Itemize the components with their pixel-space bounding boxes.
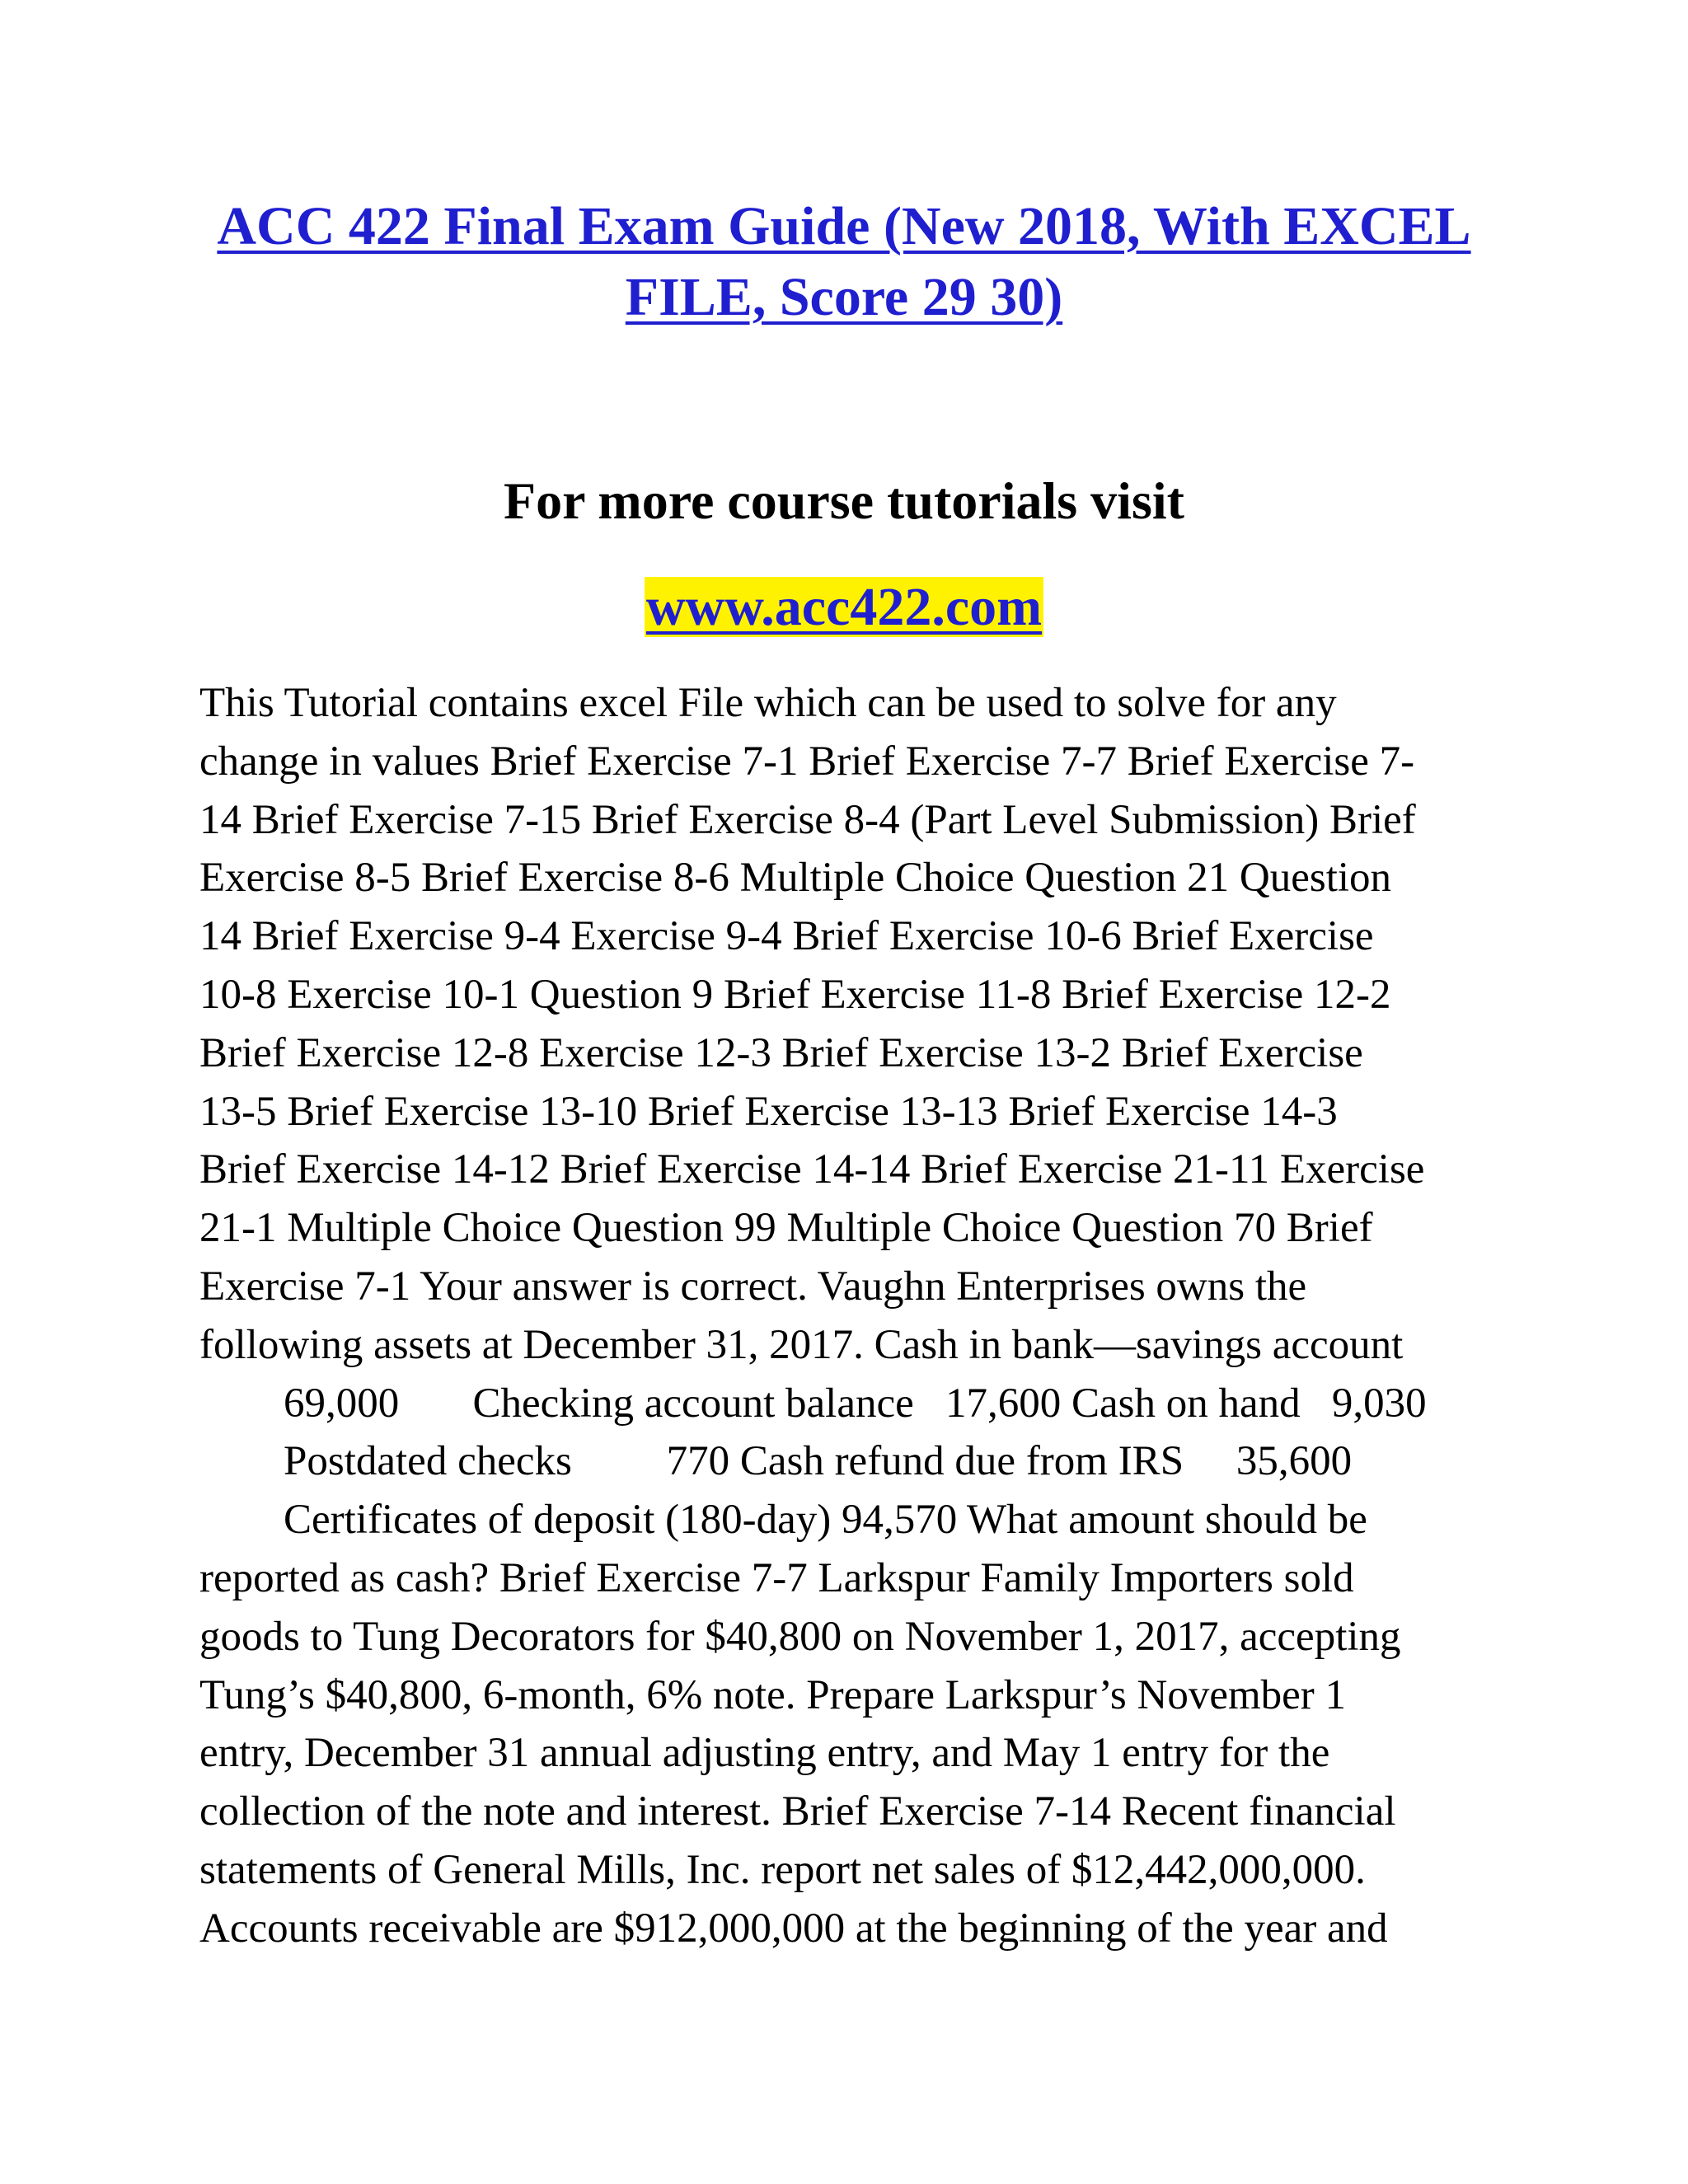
body-line: 14 Brief Exercise 7-15 Brief Exercise 8-4 (Part Level Submission) Brief: [199, 796, 1416, 843]
body-line: goods to Tung Decorators for $40,800 on November 1, 2017, accepting: [199, 1613, 1401, 1660]
body-line: 69,000 Checking account balance 17,600 Cash on hand 9,030: [199, 1380, 1427, 1427]
title-line-1: ACC 422 Final Exam Guide (New 2018, With EXCEL: [217, 196, 1471, 256]
document-title: [165, 191, 1523, 333]
website-link[interactable]: www.acc422.com: [645, 577, 1043, 637]
body-line: This Tutorial contains excel File which can be used to solve for any: [199, 680, 1337, 726]
body-line: Postdated checks 770 Cash refund due from IRS 35,600: [199, 1438, 1353, 1485]
body-line: Accounts receivable are $912,000,000 at the beginning of the year and: [199, 1905, 1388, 1952]
body-line: Exercise 7-1 Your answer is correct. Vaughn Enterprises owns the: [199, 1263, 1307, 1310]
body-line: 13-5 Brief Exercise 13-10 Brief Exercise 13-13 Brief Exercise 14-3: [199, 1088, 1338, 1135]
body-line: Certificates of deposit (180-day) 94,570 What amount should be: [199, 1497, 1367, 1544]
body-line: statements of General Mills, Inc. report net sales of $12,442,000,000.: [199, 1846, 1366, 1893]
body-line: 10-8 Exercise 10-1 Question 9 Brief Exercise 11-8 Brief Exercise 12-2: [199, 971, 1391, 1018]
title-link[interactable]: [217, 196, 1470, 327]
body-line: collection of the note and interest. Brief Exercise 7-14 Recent financial: [199, 1788, 1396, 1835]
body-line: 21-1 Multiple Choice Question 99 Multiple Choice Question 70 Brief: [199, 1205, 1373, 1252]
body-line: reported as cash? Brief Exercise 7-7 Larkspur Family Importers sold: [199, 1554, 1354, 1601]
body-line: Brief Exercise 14-12 Brief Exercise 14-14 Brief Exercise 21-11 Exercise: [199, 1146, 1425, 1193]
website-heading: [165, 573, 1523, 642]
body-line: 14 Brief Exercise 9-4 Exercise 9-4 Brief Exercise 10-6 Brief Exercise: [199, 913, 1374, 960]
tagline: For more course tutorials visit: [504, 471, 1184, 530]
body-line: entry, December 31 annual adjusting entry, and May 1 entry for the: [199, 1730, 1330, 1777]
title-line-2: FILE, Score 29 30): [625, 267, 1063, 327]
body-line: following assets at December 31, 2017. Cash in bank—savings account: [199, 1321, 1404, 1368]
body-line: change in values Brief Exercise 7-1 Brief Exercise 7-7 Brief Exercise 7-: [199, 738, 1415, 785]
body-paragraph: [199, 674, 1551, 1958]
body-line: Brief Exercise 12-8 Exercise 12-3 Brief Exercise 13-2 Brief Exercise: [199, 1029, 1363, 1076]
body-line: Tung’s $40,800, 6-month, 6% note. Prepare Larkspur’s November 1: [199, 1671, 1346, 1718]
body-line: Exercise 8-5 Brief Exercise 8-6 Multiple Choice Question 21 Question: [199, 855, 1392, 902]
